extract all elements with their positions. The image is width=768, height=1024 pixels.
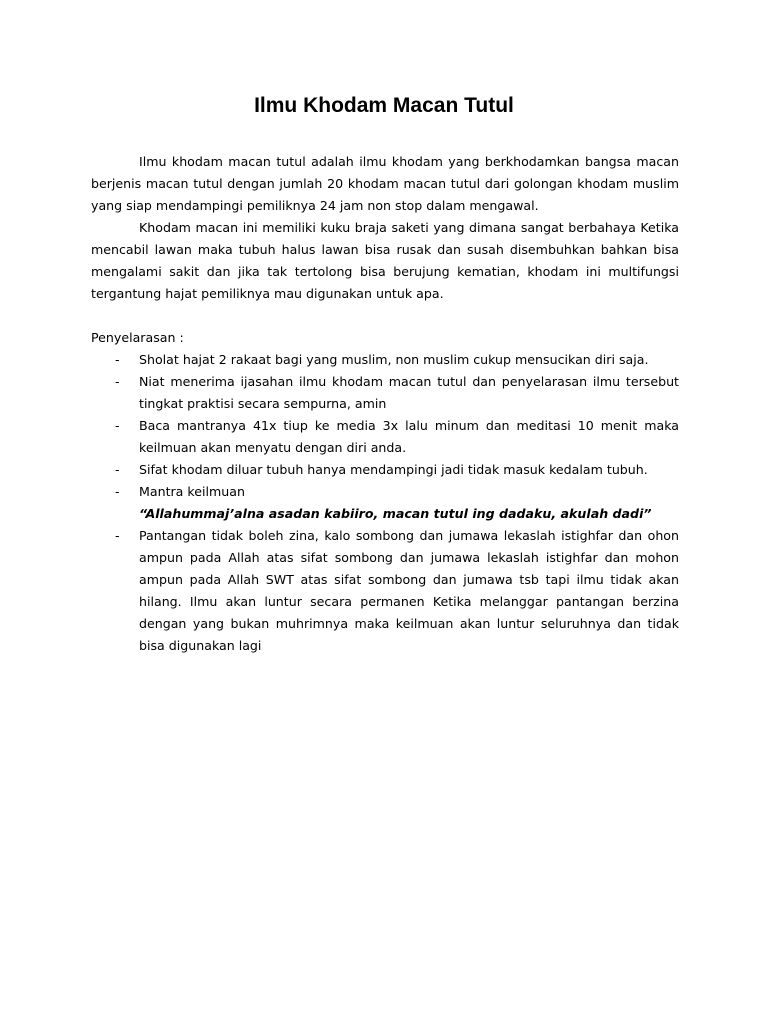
document-title: Ilmu Khodam Macan Tutul	[254, 94, 514, 117]
list-item-text: Baca mantranya 41x tiup ke media 3x lalu minum dan meditasi 10 menit maka keilmuan akan menyatu dengan diri anda.	[139, 418, 679, 455]
bullet-dash: -	[115, 418, 120, 433]
list-item	[91, 349, 679, 371]
bullet-dash: -	[115, 352, 120, 367]
mantra-text: “Allahummaj’alna asadan kabiiro, macan tutul ing dadaku, akulah dadi”	[139, 506, 652, 521]
bullet-dash: -	[115, 462, 120, 477]
list-item	[91, 481, 679, 525]
list-item-text: Mantra keilmuan	[139, 484, 245, 499]
list-item	[91, 525, 679, 657]
bullet-dash: -	[115, 374, 120, 389]
paragraph-intro: Ilmu khodam macan tutul adalah ilmu khodam yang berkhodamkan bangsa macan berjenis macan tutul dengan jumlah 20 khodam macan tutul dari golongan khodam muslim yang siap mendampingi pemiliknya 24 jam non stop dalam mengawal.	[91, 154, 679, 213]
paragraph-description: Khodam macan ini memiliki kuku braja saketi yang dimana sangat berbahaya Ketika mencabil lawan maka tubuh halus lawan bisa rusak dan susah disembuhkan bahkan bisa mengalami sakit dan jika tak tertolong bisa berujung kematian, khodam ini multifungsi tergantung hajat pemiliknya mau digunakan untuk apa.	[91, 220, 679, 301]
list-item-text: Sifat khodam diluar tubuh hanya mendampingi jadi tidak masuk kedalam tubuh.	[139, 462, 648, 477]
procedure-list	[91, 349, 679, 657]
document-body	[91, 151, 679, 657]
list-item	[91, 459, 679, 481]
bullet-dash: -	[115, 528, 120, 543]
list-item-text: Niat menerima ijasahan ilmu khodam macan tutul dan penyelarasan ilmu tersebut tingkat praktisi secara sempurna, amin	[139, 374, 679, 411]
list-item	[91, 415, 679, 459]
bullet-dash: -	[115, 484, 120, 499]
list-item-text: Sholat hajat 2 rakaat bagi yang muslim, non muslim cukup mensucikan diri saja.	[139, 352, 649, 367]
list-heading: Penyelarasan :	[91, 330, 184, 345]
list-item	[91, 371, 679, 415]
list-item-text: Pantangan tidak boleh zina, kalo sombong dan jumawa lekaslah istighfar dan ohon ampun pada Allah atas sifat sombong dan jumawa lekaslah istighfar dan mohon ampun pada Allah SWT atas sifat sombong dan jumawa tsb tapi ilmu tidak akan hilang. Ilmu akan luntur secara permanen Ketika melanggar pantangan berzina dengan yang bukan muhrimnya maka keilmuan akan luntur seluruhnya dan tidak bisa digunakan lagi	[139, 528, 679, 653]
